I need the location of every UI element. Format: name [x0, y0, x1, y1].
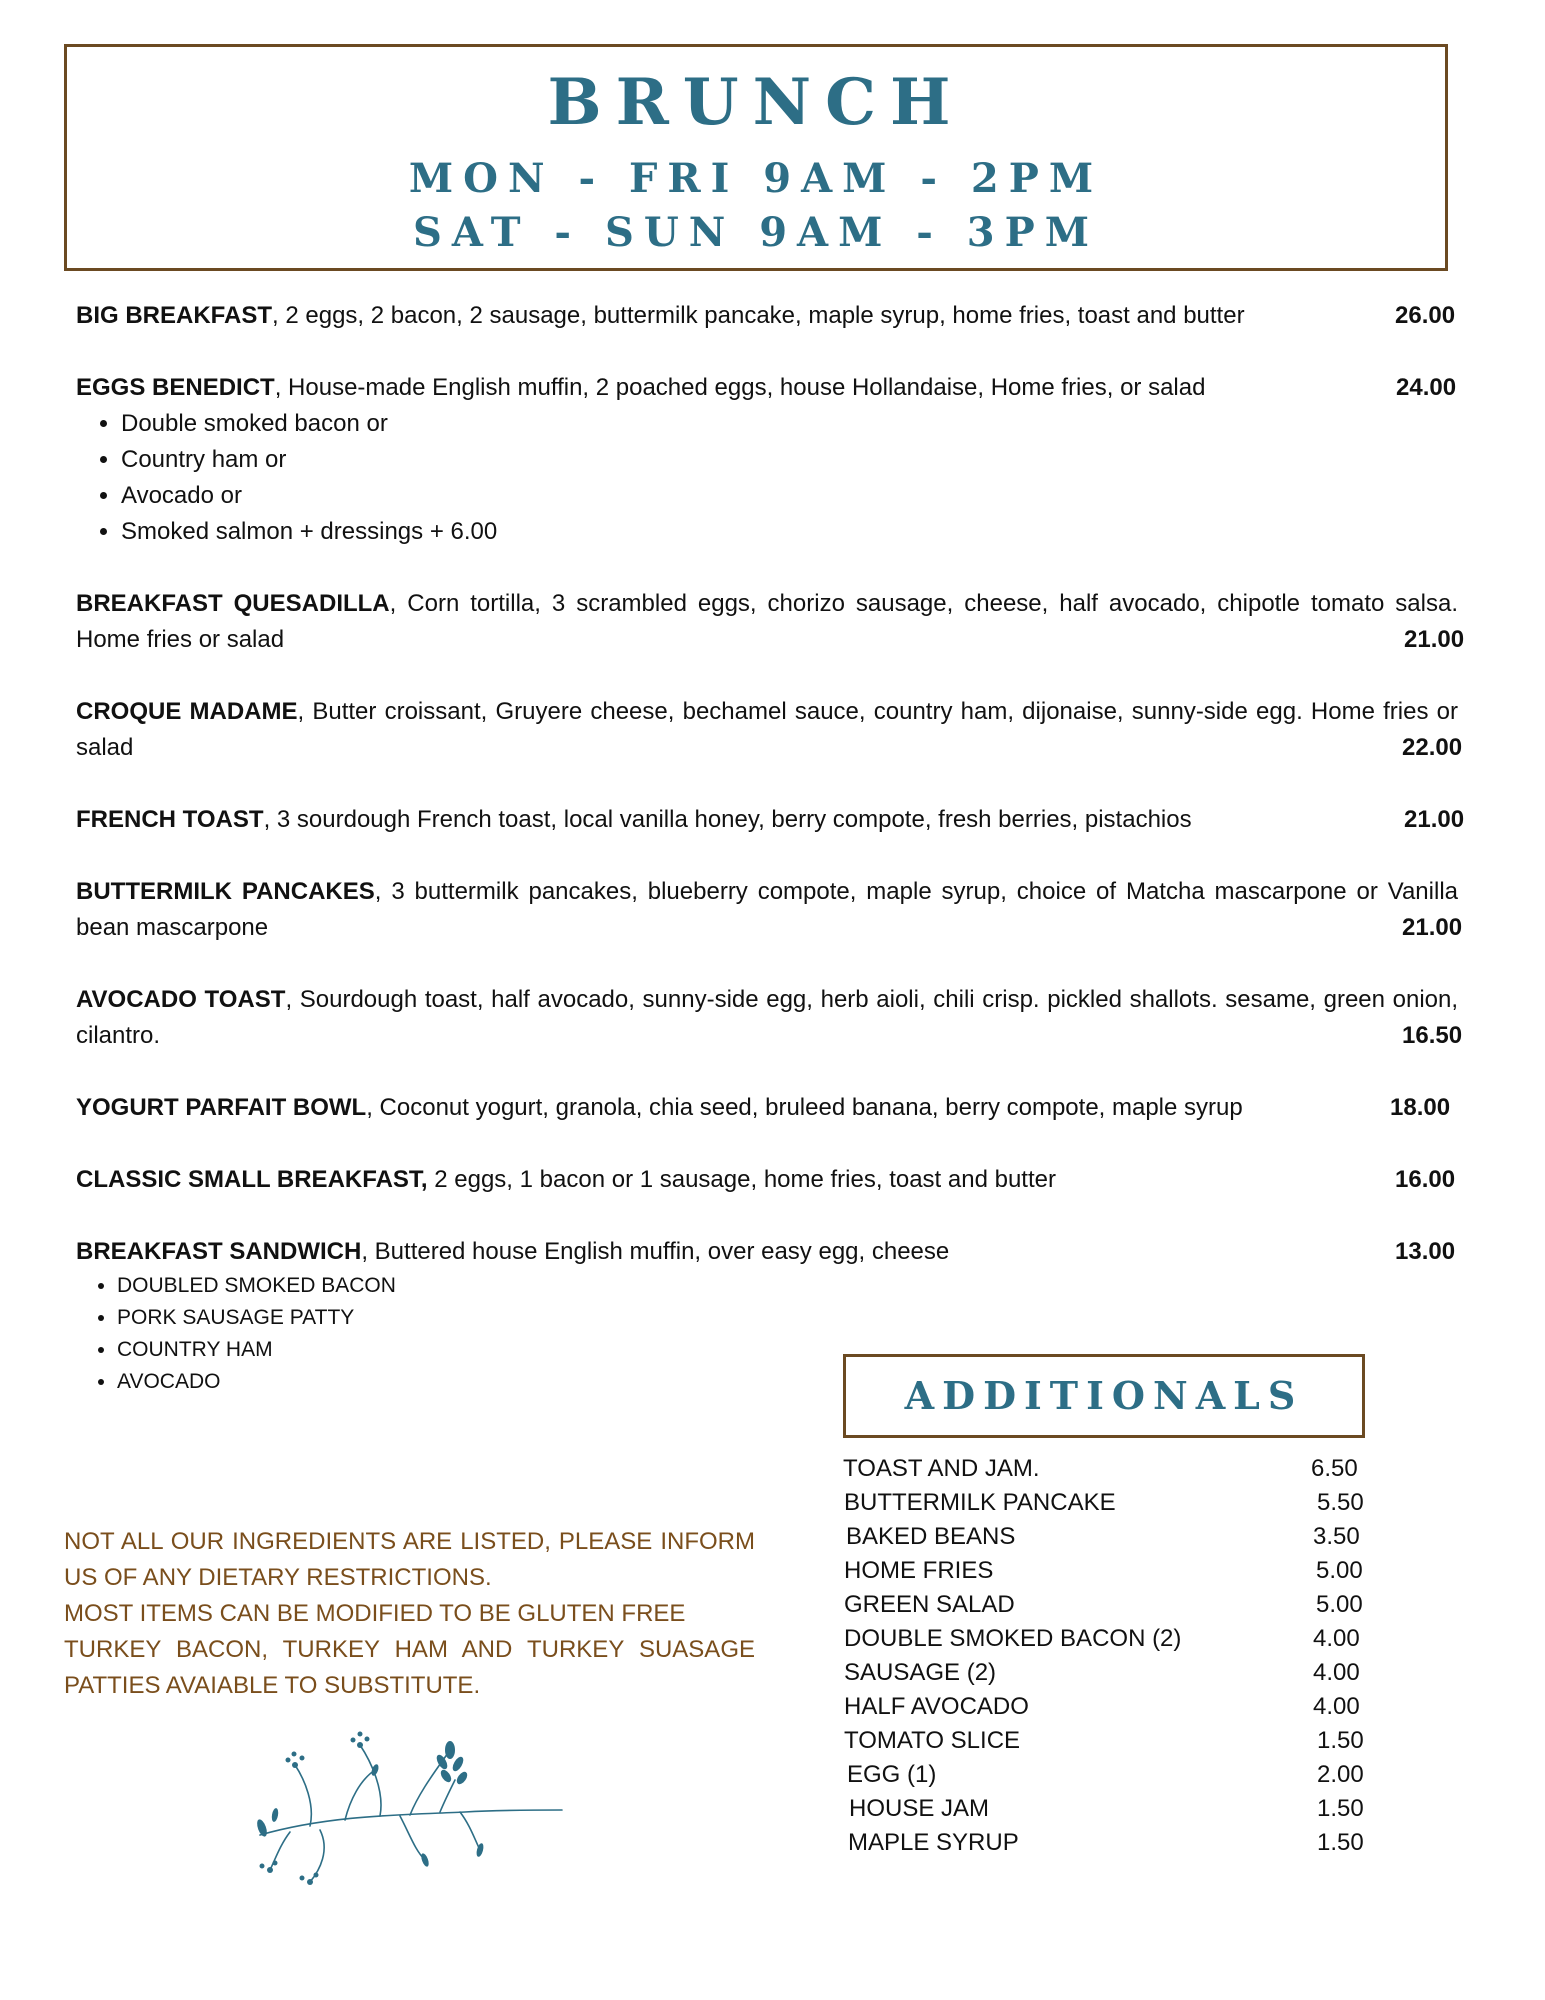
- hours-weekday: MON - FRI 9AM - 2PM: [408, 155, 1104, 202]
- option-item: • Country ham or: [121, 442, 1458, 478]
- additional-item: [0, 1554, 1545, 1588]
- additional-price: 3.50: [1313, 1523, 1360, 1550]
- item-description: , 2 eggs, 2 bacon, 2 sausage, buttermilk pancake, maple syrup, home fries, toast and butter: [272, 302, 1245, 329]
- item-price: 21.00: [1404, 626, 1465, 653]
- item-description: , 3 sourdough French toast, local vanilla honey, berry compote, fresh berries, pistachios: [263, 806, 1192, 833]
- option-item: • Avocado or: [121, 478, 1458, 514]
- item-name: CLASSIC SMALL BREAKFAST,: [76, 1166, 428, 1193]
- item-description: , Coconut yogurt, granola, chia seed, bruleed banana, berry compote, maple syrup: [366, 1094, 1243, 1121]
- item-name: YOGURT PARFAIT BOWL: [76, 1094, 367, 1121]
- item-price: 24.00: [1396, 374, 1457, 401]
- menu-item: [76, 694, 1463, 766]
- item-price: 16.50: [1402, 1022, 1463, 1049]
- additional-price: 4.00: [1313, 1625, 1360, 1652]
- option-item: • DOUBLED SMOKED BACON: [117, 1270, 1458, 1302]
- item-name: EGGS BENEDICT: [76, 374, 275, 401]
- item-name: FRENCH TOAST: [76, 806, 264, 833]
- additional-price: 5.50: [1317, 1489, 1364, 1516]
- menu-item: [76, 1090, 1458, 1126]
- additional-name: TOAST AND JAM.: [843, 1455, 1040, 1482]
- item-price: 22.00: [1402, 734, 1463, 761]
- additional-name: HOUSE JAM: [849, 1795, 990, 1822]
- additional-name: BAKED BEANS: [846, 1523, 1016, 1550]
- item-price: 21.00: [1402, 914, 1463, 941]
- header-box: [64, 44, 1448, 271]
- item-name: CROQUE MADAME: [76, 698, 298, 725]
- additional-price: 4.00: [1313, 1693, 1360, 1720]
- additional-price: 1.50: [1317, 1727, 1364, 1754]
- additional-name: MAPLE SYRUP: [848, 1829, 1019, 1856]
- menu-item: [76, 298, 1458, 334]
- additional-item: [0, 1622, 1545, 1656]
- item-name: BUTTERMILK PANCAKES: [76, 878, 375, 905]
- item-price: 26.00: [1395, 302, 1456, 329]
- page-title: BRUNCH: [547, 65, 965, 140]
- additional-item: [0, 1520, 1545, 1554]
- additional-item: [0, 1826, 1545, 1860]
- additional-item: [0, 1724, 1545, 1758]
- additional-price: 2.00: [1317, 1761, 1364, 1788]
- menu-list: [76, 298, 1465, 1398]
- additional-price: 5.00: [1316, 1557, 1363, 1584]
- additional-name: SAUSAGE (2): [844, 1659, 997, 1686]
- item-price: 16.00: [1395, 1166, 1456, 1193]
- additionals-list: [0, 1452, 1545, 1860]
- item-description: , House-made English muffin, 2 poached eggs, house Hollandaise, Home fries, or salad: [274, 374, 1206, 401]
- item-price: 18.00: [1390, 1094, 1451, 1121]
- additional-name: EGG (1): [847, 1761, 937, 1788]
- option-item: • PORK SAUSAGE PATTY: [117, 1302, 1458, 1334]
- menu-item: [76, 586, 1465, 658]
- additional-name: BUTTERMILK PANCAKE: [844, 1489, 1116, 1516]
- additional-item: [0, 1588, 1545, 1622]
- option-item: • AVOCADO: [117, 1366, 1458, 1398]
- item-name: BREAKFAST QUESADILLA: [76, 590, 390, 617]
- additional-price: 4.00: [1313, 1659, 1360, 1686]
- item-price: 13.00: [1395, 1238, 1456, 1265]
- item-description: , 3 buttermilk pancakes, blueberry compote, maple syrup, choice of Matcha mascarpone or Vanilla bean mascarpone: [76, 878, 1458, 941]
- menu-item: [76, 874, 1463, 946]
- additional-item: [0, 1656, 1545, 1690]
- item-name: AVOCADO TOAST: [76, 986, 286, 1013]
- notice-line: NOT ALL OUR INGREDIENTS ARE LISTED, PLEASE INFORM US OF ANY DIETARY RESTRICTIONS.: [64, 1528, 755, 1591]
- additional-price: 1.50: [1317, 1829, 1364, 1856]
- additional-name: GREEN SALAD: [844, 1591, 1015, 1618]
- additional-name: TOMATO SLICE: [844, 1727, 1021, 1754]
- item-price: 21.00: [1404, 806, 1465, 833]
- option-item: • Smoked salmon + dressings + 6.00: [121, 514, 1458, 550]
- additional-item: [0, 1452, 1545, 1486]
- notice-line: MOST ITEMS CAN BE MODIFIED TO BE GLUTEN FREE: [64, 1600, 686, 1627]
- menu-item: [76, 370, 1458, 550]
- additional-name: DOUBLE SMOKED BACON (2): [844, 1625, 1182, 1652]
- additional-price: 1.50: [1317, 1795, 1364, 1822]
- notice-line: TURKEY BACON, TURKEY HAM AND TURKEY SUASAGE PATTIES AVAIABLE TO SUBSTITUTE.: [64, 1636, 755, 1699]
- item-description: , Buttered house English muffin, over easy egg, cheese: [361, 1238, 950, 1265]
- additional-name: HOME FRIES: [844, 1557, 994, 1584]
- additional-item: [0, 1758, 1545, 1792]
- hours-weekend: SAT - SUN 9AM - 3PM: [413, 209, 1099, 256]
- item-description: 2 eggs, 1 bacon or 1 sausage, home fries, toast and butter: [427, 1166, 1056, 1193]
- item-description: , Butter croissant, Gruyere cheese, bechamel sauce, country ham, dijonaise, sunny-side egg. Home fries or salad: [76, 698, 1458, 761]
- menu-item: [76, 982, 1463, 1054]
- item-options: [76, 406, 1458, 550]
- additionals-title: ADDITIONALS: [904, 1373, 1304, 1418]
- item-description: , Corn tortilla, 3 scrambled eggs, chorizo sausage, cheese, half avocado, chipotle tomato salsa. Home fries or salad: [76, 590, 1459, 653]
- menu-item: [76, 1162, 1458, 1198]
- additional-item: [0, 1792, 1545, 1826]
- additionals-header-box: [843, 1354, 1365, 1438]
- additional-price: 5.00: [1316, 1591, 1363, 1618]
- item-description: , Sourdough toast, half avocado, sunny-side egg, herb aioli, chili crisp. pickled shallots. sesame, green onion, cilantro.: [76, 986, 1459, 1049]
- additional-price: 6.50: [1311, 1455, 1358, 1482]
- additional-name: HALF AVOCADO: [844, 1693, 1029, 1720]
- item-name: BREAKFAST SANDWICH: [76, 1238, 362, 1265]
- option-item: • COUNTRY HAM: [117, 1334, 1458, 1366]
- additional-item: [0, 1690, 1545, 1724]
- menu-item: [76, 802, 1465, 838]
- option-item: • Double smoked bacon or: [121, 406, 1458, 442]
- botanical-sprig-illustration: [250, 1720, 570, 1890]
- additional-item: [0, 1486, 1545, 1520]
- item-name: BIG BREAKFAST: [76, 302, 273, 329]
